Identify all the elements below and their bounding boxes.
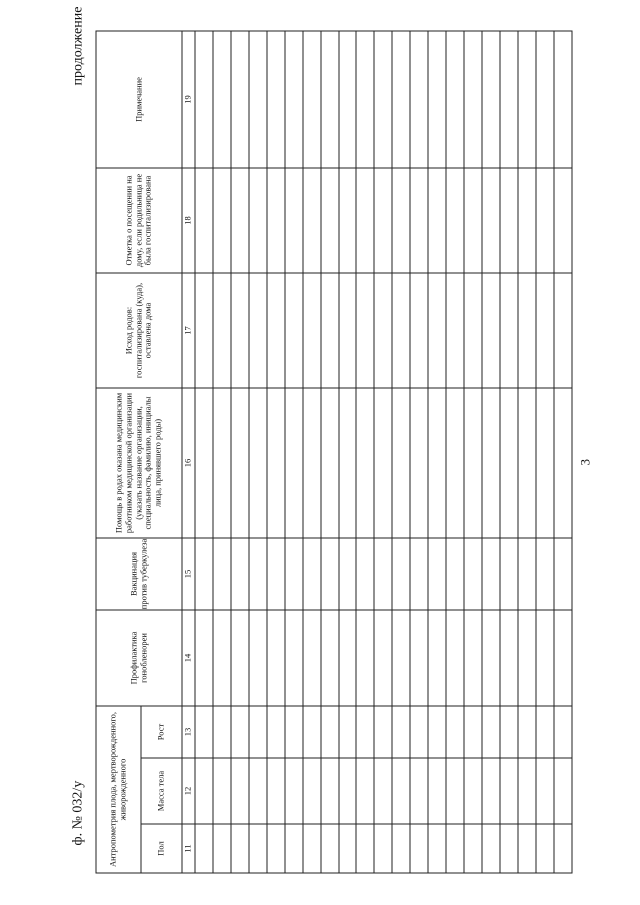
table-cell (446, 758, 464, 824)
table-cell (517, 824, 535, 873)
table-cell (446, 31, 464, 168)
table-cell (464, 706, 482, 758)
table-cell (499, 388, 517, 538)
table-cell (410, 758, 428, 824)
table-cell (553, 31, 571, 168)
table-cell (517, 273, 535, 388)
header-vaccination: Вакцинация против туберкулеза (96, 538, 182, 610)
table-cell (428, 388, 446, 538)
table-cell (302, 538, 320, 610)
table-cell (428, 758, 446, 824)
table-row (374, 31, 392, 873)
table-cell (320, 273, 338, 388)
table-cell (195, 168, 213, 273)
table-cell (410, 273, 428, 388)
table-cell (302, 388, 320, 538)
header-height: Рост (141, 706, 182, 758)
table-row (284, 31, 302, 873)
table-cell (499, 273, 517, 388)
table-cell (230, 610, 248, 706)
table-cell (535, 824, 553, 873)
table-cell (230, 31, 248, 168)
table-cell (195, 824, 213, 873)
table-cell (284, 706, 302, 758)
table-row (212, 31, 230, 873)
register-table (95, 30, 572, 873)
table-cell (320, 538, 338, 610)
header-gonoblennorrhea: Профилактика гонобленореи (96, 610, 182, 706)
table-cell (499, 824, 517, 873)
table-cell (392, 31, 410, 168)
table-cell (248, 538, 266, 610)
table-row (320, 31, 338, 873)
table-cell (535, 538, 553, 610)
table-cell (230, 538, 248, 610)
column-number: 13 (182, 706, 195, 758)
table-row (464, 31, 482, 873)
table-cell (266, 273, 284, 388)
table-cell (446, 388, 464, 538)
table-row (248, 31, 266, 873)
table-row (553, 31, 571, 873)
table-cell (248, 758, 266, 824)
table-cell (374, 824, 392, 873)
table-cell (212, 168, 230, 273)
table-cell (392, 824, 410, 873)
table-cell (446, 706, 464, 758)
table-cell (320, 168, 338, 273)
table-cell (553, 388, 571, 538)
table-cell (428, 538, 446, 610)
table-cell (517, 610, 535, 706)
table-cell (266, 758, 284, 824)
table-cell (482, 758, 500, 824)
column-number: 12 (182, 758, 195, 824)
table-cell (374, 168, 392, 273)
table-cell (195, 31, 213, 168)
table-cell (374, 706, 392, 758)
table-cell (535, 706, 553, 758)
table-cell (266, 168, 284, 273)
table-cell (517, 388, 535, 538)
table-cell (266, 706, 284, 758)
table-cell (482, 168, 500, 273)
table-cell (482, 388, 500, 538)
table-cell (482, 824, 500, 873)
table-cell (248, 168, 266, 273)
table-cell (482, 273, 500, 388)
table-row (230, 31, 248, 873)
table-cell (535, 168, 553, 273)
table-cell (499, 538, 517, 610)
table-cell (302, 273, 320, 388)
table-cell (428, 273, 446, 388)
table-cell (356, 538, 374, 610)
table-cell (320, 388, 338, 538)
table-row (446, 31, 464, 873)
table-cell (248, 388, 266, 538)
table-cell (230, 706, 248, 758)
table-cell (195, 388, 213, 538)
table-cell (482, 610, 500, 706)
table-cell (464, 388, 482, 538)
table-cell (338, 31, 356, 168)
table-cell (356, 31, 374, 168)
header-medical-help: Помощь в родах оказана медицинским работником медицинской организации (указать название организации, специальность, фамилию, инициалы лица, принявшего роды) (96, 388, 182, 538)
table-cell (446, 538, 464, 610)
table-cell (212, 273, 230, 388)
table-cell (553, 168, 571, 273)
table-cell (410, 610, 428, 706)
table-cell (284, 168, 302, 273)
table-row (535, 31, 553, 873)
table-cell (266, 388, 284, 538)
table-cell (553, 758, 571, 824)
table-cell (302, 168, 320, 273)
table-cell (410, 388, 428, 538)
table-row (517, 31, 535, 873)
table-cell (428, 706, 446, 758)
header-anthropometry: Антропометрия плода, мертворожденного, живорожденного (96, 706, 141, 873)
table-cell (266, 538, 284, 610)
table-cell (446, 273, 464, 388)
table-cell (410, 31, 428, 168)
table-cell (356, 610, 374, 706)
table-cell (446, 168, 464, 273)
table-cell (517, 31, 535, 168)
continuation-label: продолжение (70, 6, 85, 85)
table-cell (464, 538, 482, 610)
table-cell (499, 31, 517, 168)
table-cell (392, 538, 410, 610)
column-number: 19 (182, 31, 195, 168)
table-cell (428, 168, 446, 273)
table-cell (535, 273, 553, 388)
table-cell (230, 168, 248, 273)
table-cell (302, 758, 320, 824)
table-cell (464, 758, 482, 824)
table-cell (195, 610, 213, 706)
column-number: 15 (182, 538, 195, 610)
table-cell (464, 168, 482, 273)
table-cell (195, 538, 213, 610)
table-cell (248, 824, 266, 873)
table-row (499, 31, 517, 873)
table-row (338, 31, 356, 873)
table-cell (392, 610, 410, 706)
column-number: 14 (182, 610, 195, 706)
table-cell (338, 610, 356, 706)
table-cell (374, 610, 392, 706)
table-cell (302, 610, 320, 706)
table-row (410, 31, 428, 873)
table-cell (535, 31, 553, 168)
column-number: 11 (182, 824, 195, 873)
table-cell (212, 706, 230, 758)
table-row (392, 31, 410, 873)
header-visit-note: Отметка о посещении на дому, если родильница не была госпитализирована (96, 168, 182, 273)
table-cell (266, 610, 284, 706)
table-cell (374, 538, 392, 610)
table-cell (338, 273, 356, 388)
table-cell (302, 824, 320, 873)
table-cell (553, 706, 571, 758)
header-outcome: Исход родов: госпитализирована (куда), оставлена дома (96, 273, 182, 388)
table-cell (553, 610, 571, 706)
form-number: ф. № 032/у (70, 780, 85, 845)
table-cell (464, 610, 482, 706)
table-row (302, 31, 320, 873)
table-cell (499, 168, 517, 273)
table-cell (499, 706, 517, 758)
table-cell (212, 758, 230, 824)
table-cell (499, 610, 517, 706)
table-cell (338, 168, 356, 273)
table-cell (195, 273, 213, 388)
table-row (356, 31, 374, 873)
table-cell (230, 273, 248, 388)
table-row (482, 31, 500, 873)
table-cell (320, 706, 338, 758)
table-cell (535, 388, 553, 538)
table-cell (356, 706, 374, 758)
table-cell (374, 273, 392, 388)
table-cell (464, 273, 482, 388)
table-cell (320, 758, 338, 824)
table-cell (374, 758, 392, 824)
table-cell (446, 610, 464, 706)
table-cell (392, 706, 410, 758)
table-cell (410, 706, 428, 758)
table-cell (392, 273, 410, 388)
header-weight: Масса тела (141, 758, 182, 824)
table-cell (374, 31, 392, 168)
column-number: 17 (182, 273, 195, 388)
table-cell (284, 610, 302, 706)
table-cell (230, 824, 248, 873)
table-cell (392, 388, 410, 538)
table-cell (428, 824, 446, 873)
table-cell (499, 758, 517, 824)
table-cell (320, 824, 338, 873)
table-cell (248, 273, 266, 388)
table-cell (248, 31, 266, 168)
table-cell (195, 758, 213, 824)
header-sex: Пол (141, 824, 182, 873)
table-cell (517, 706, 535, 758)
table-cell (428, 31, 446, 168)
header-note: Примечание (96, 31, 182, 168)
table-cell (464, 31, 482, 168)
table-cell (482, 538, 500, 610)
table-cell (356, 168, 374, 273)
table-cell (302, 31, 320, 168)
table-cell (553, 273, 571, 388)
table-cell (428, 610, 446, 706)
table-cell (410, 824, 428, 873)
table-cell (338, 706, 356, 758)
table-cell (482, 706, 500, 758)
table-cell (410, 168, 428, 273)
column-number: 16 (182, 388, 195, 538)
table-cell (356, 824, 374, 873)
table-cell (284, 824, 302, 873)
table-cell (553, 824, 571, 873)
table-cell (248, 610, 266, 706)
table-cell (553, 538, 571, 610)
table-cell (338, 758, 356, 824)
table-cell (320, 31, 338, 168)
table-cell (535, 610, 553, 706)
table-cell (284, 758, 302, 824)
table-cell (284, 388, 302, 538)
table-cell (266, 31, 284, 168)
table-cell (338, 538, 356, 610)
table-cell (392, 168, 410, 273)
table-cell (356, 388, 374, 538)
table-cell (302, 706, 320, 758)
table-cell (284, 538, 302, 610)
table-cell (266, 824, 284, 873)
page-number: 3 (577, 458, 592, 465)
table-cell (356, 758, 374, 824)
table-cell (212, 538, 230, 610)
table-cell (195, 706, 213, 758)
table-cell (212, 388, 230, 538)
table-cell (464, 824, 482, 873)
table-cell (230, 758, 248, 824)
table-row (266, 31, 284, 873)
table-row (428, 31, 446, 873)
column-number: 18 (182, 168, 195, 273)
table-cell (212, 31, 230, 168)
table-cell (517, 758, 535, 824)
table-cell (517, 538, 535, 610)
table-cell (446, 824, 464, 873)
table-cell (284, 31, 302, 168)
table-cell (338, 388, 356, 538)
table-cell (284, 273, 302, 388)
table-cell (356, 273, 374, 388)
table-cell (212, 824, 230, 873)
table-cell (392, 758, 410, 824)
table-cell (517, 168, 535, 273)
table-cell (410, 538, 428, 610)
table-cell (374, 388, 392, 538)
table-cell (230, 388, 248, 538)
table-cell (320, 610, 338, 706)
table-cell (212, 610, 230, 706)
table-cell (338, 824, 356, 873)
table-cell (535, 758, 553, 824)
table-row (195, 31, 213, 873)
table-cell (248, 706, 266, 758)
table-cell (482, 31, 500, 168)
